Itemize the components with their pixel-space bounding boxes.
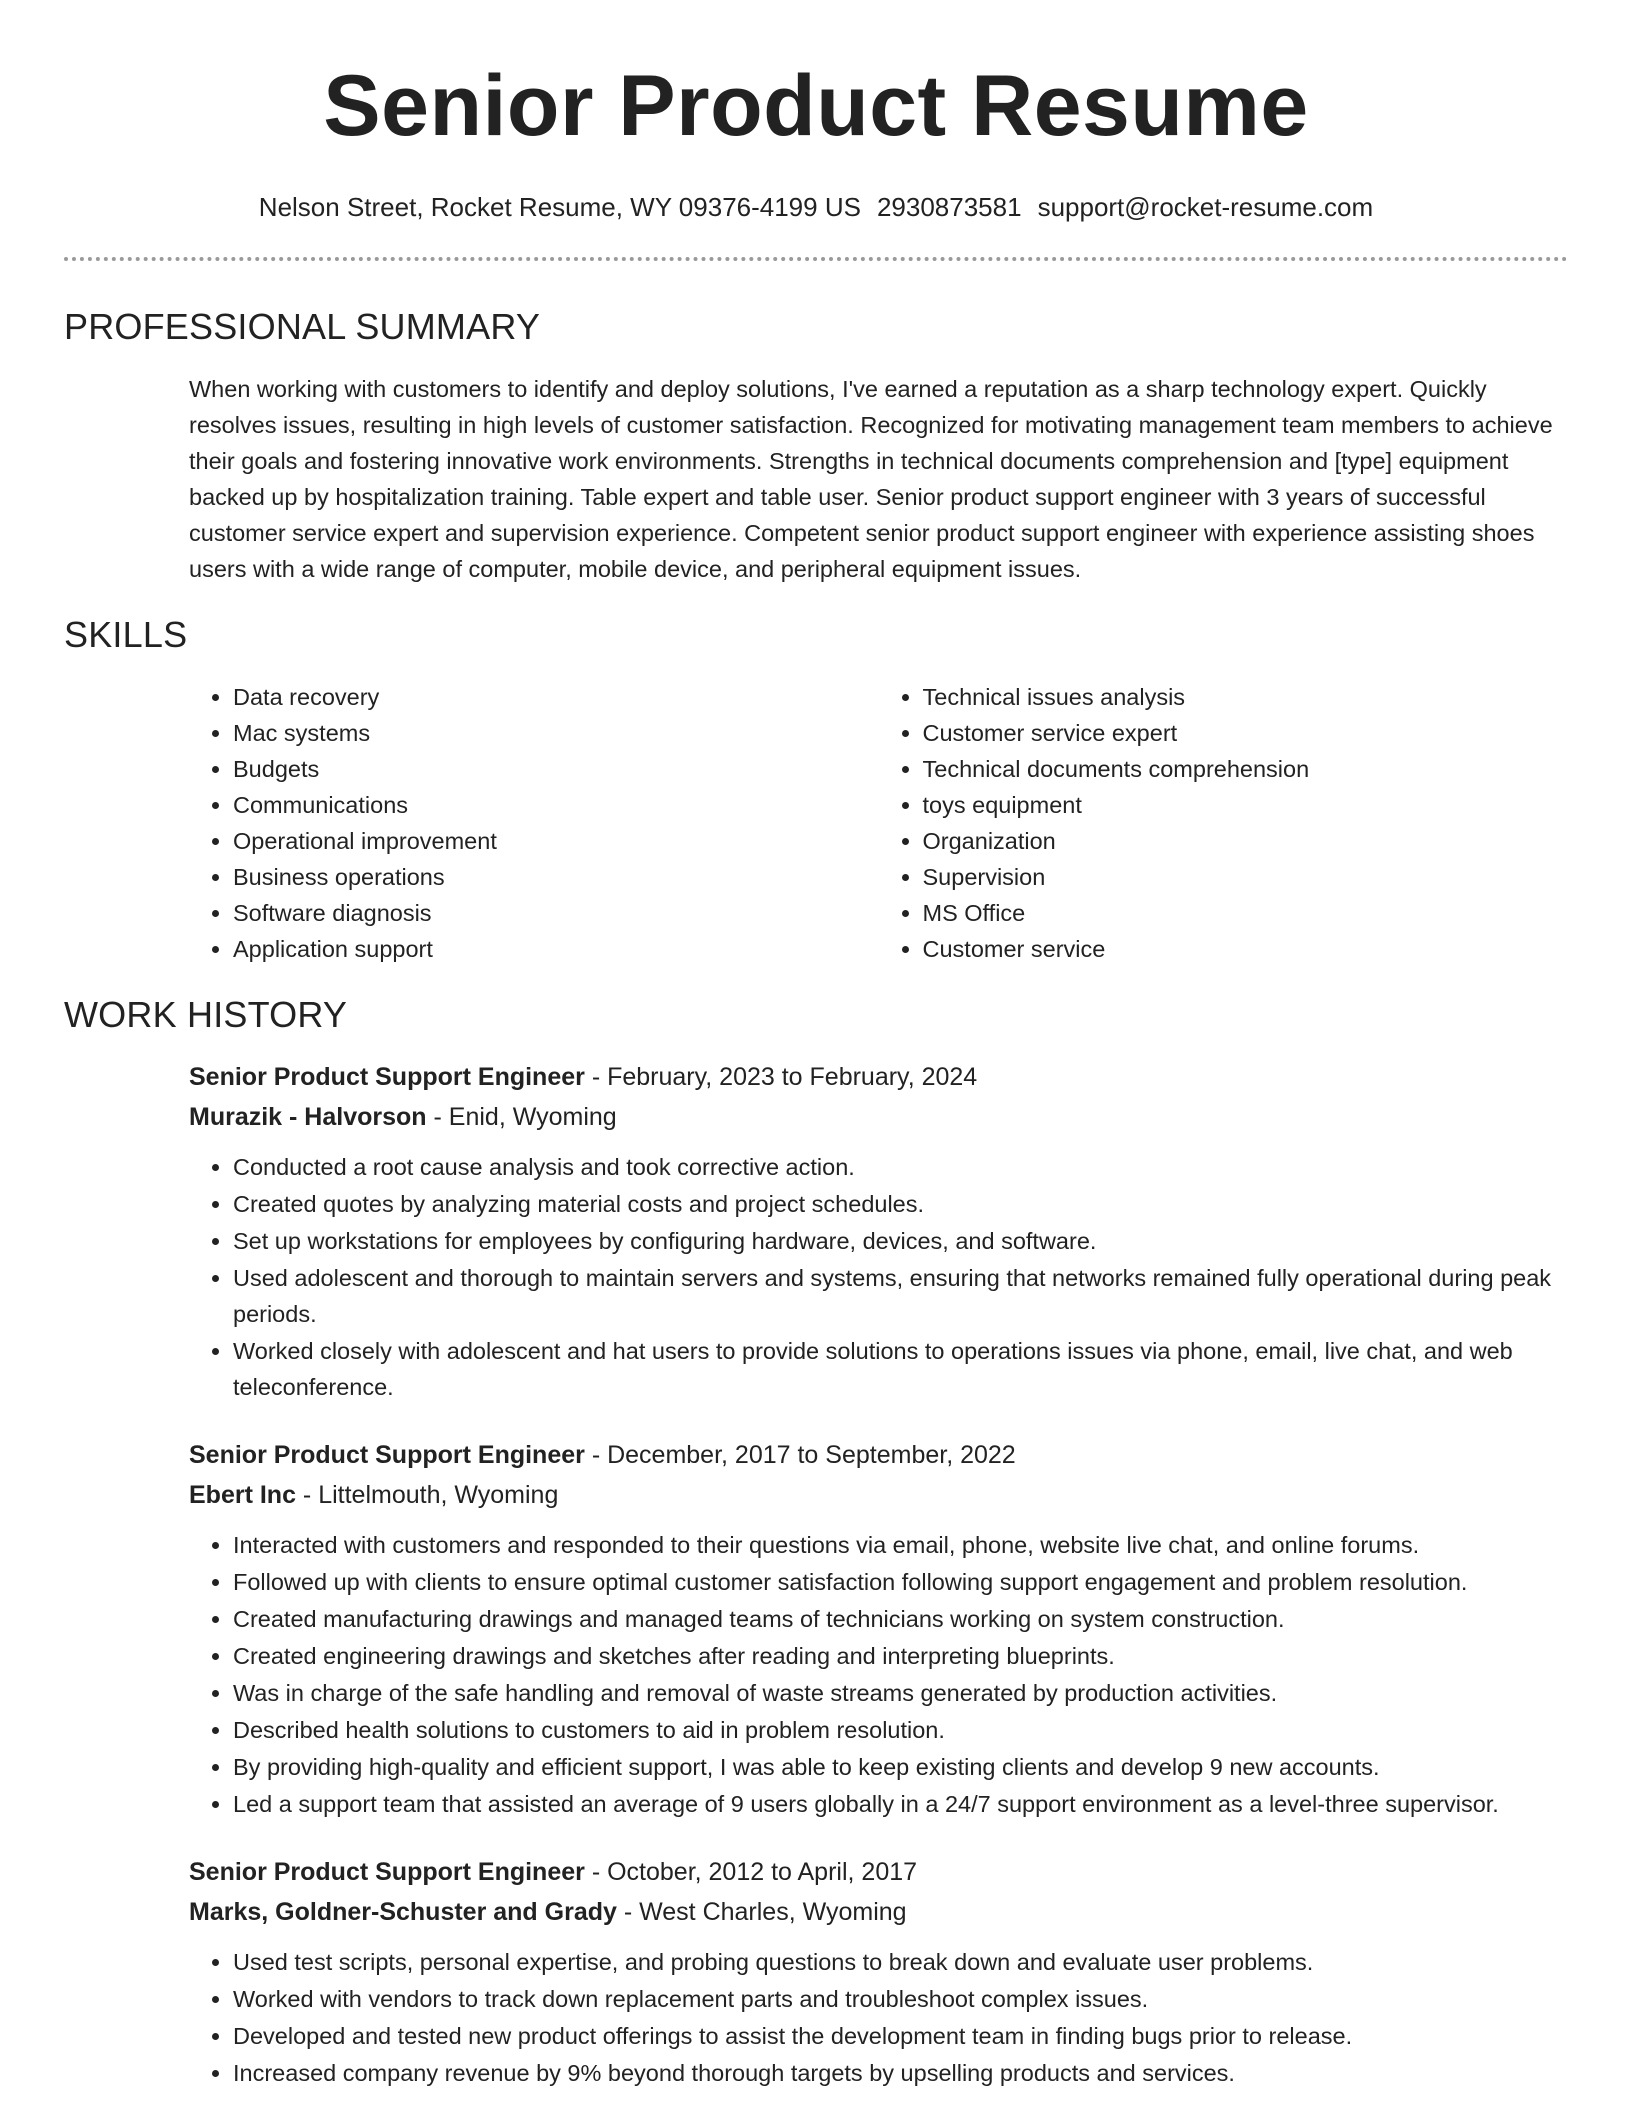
skill-item: • Software diagnosis	[233, 895, 879, 931]
job-bullets	[189, 1944, 1568, 2091]
job-bullet: • By providing high-quality and efficient support, I was able to keep existing clients and develop 9 new accounts.	[233, 1749, 1568, 1785]
job-bullet: • Described health solutions to customers to aid in problem resolution.	[233, 1712, 1568, 1748]
job-location: - Littelmouth, Wyoming	[295, 1481, 559, 1509]
job-bullet: • Used adolescent and thorough to maintain servers and systems, ensuring that networks remained fully operational during peak periods.	[233, 1260, 1568, 1332]
job-role: Senior Product Support Engineer	[189, 1063, 585, 1091]
job-bullet: • Conducted a root cause analysis and took corrective action.	[233, 1149, 1568, 1185]
header-divider	[64, 257, 1568, 261]
contact-email: support@rocket-resume.com	[1037, 192, 1374, 222]
job-location: - West Charles, Wyoming	[616, 1898, 907, 1926]
job-bullet: • Was in charge of the safe handling and removal of waste streams generated by production activities.	[233, 1675, 1568, 1711]
skill-item: • Budgets	[233, 751, 879, 787]
job-entry	[189, 1852, 1568, 2091]
job-bullet: • Used test scripts, personal expertise, and probing questions to break down and evaluate user problems.	[233, 1944, 1568, 1980]
skill-item: • Communications	[233, 787, 879, 823]
skills-column-right	[879, 679, 1569, 967]
contact-line	[0, 192, 1632, 222]
job-company: Marks, Goldner-Schuster and Grady	[189, 1898, 617, 1926]
job-bullet: • Created quotes by analyzing material costs and project schedules.	[233, 1186, 1568, 1222]
contact-phone: 2930873581	[876, 192, 1022, 222]
job-dates: - October, 2012 to April, 2017	[584, 1858, 918, 1886]
job-bullet: • Set up workstations for employees by configuring hardware, devices, and software.	[233, 1223, 1568, 1259]
summary-text: When working with customers to identify and deploy solutions, I've earned a reputation as a sharp technology expert. Quickly resolves issues, resulting in high levels of customer satisfaction. Recognized for motivating management team members to achieve their goals and fostering innovative work environments. Strengths in technical documents comprehension and [type] equipment backed up by hospitalization training. Table expert and table user. Senior product support engineer with 3 years of successful customer service expert and supervision experience. Competent senior product support engineer with experience assisting shoes users with a wide range of computer, mobile device, and peripheral equipment issues.	[189, 376, 1553, 582]
job-location: - Enid, Wyoming	[426, 1103, 617, 1131]
job-bullet: • Increased company revenue by 9% beyond thorough targets by upselling products and services.	[233, 2055, 1568, 2091]
skill-item: • Customer service expert	[923, 715, 1569, 751]
skill-item: • Operational improvement	[233, 823, 879, 859]
job-bullet: • Interacted with customers and responded to their questions via email, phone, website live chat, and online forums.	[233, 1527, 1568, 1563]
job-title-line	[189, 1057, 1568, 1097]
work-history-heading: WORK HISTORY	[64, 994, 348, 1035]
job-entry	[189, 1057, 1568, 1405]
job-entry	[189, 1435, 1568, 1822]
job-role: Senior Product Support Engineer	[189, 1441, 585, 1469]
skills-heading: SKILLS	[64, 614, 188, 655]
skill-item: • Data recovery	[233, 679, 879, 715]
skill-item: • Customer service	[923, 931, 1569, 967]
contact-address: Nelson Street, Rocket Resume, WY 09376-4199 US	[258, 192, 861, 222]
job-dates: - December, 2017 to September, 2022	[584, 1441, 1016, 1469]
job-title-line	[189, 1435, 1568, 1475]
job-bullet: • Followed up with clients to ensure optimal customer satisfaction following support engagement and problem resolution.	[233, 1564, 1568, 1600]
skill-item: • MS Office	[923, 895, 1569, 931]
skill-item: • Technical issues analysis	[923, 679, 1569, 715]
job-bullet: • Created manufacturing drawings and managed teams of technicians working on system construction.	[233, 1601, 1568, 1637]
job-bullets	[189, 1149, 1568, 1405]
skill-item: • Technical documents comprehension	[923, 751, 1569, 787]
job-bullet: • Developed and tested new product offerings to assist the development team in finding bugs prior to release.	[233, 2018, 1568, 2054]
skills-column-left	[189, 679, 879, 967]
skill-item: • Application support	[233, 931, 879, 967]
job-bullet: • Created engineering drawings and sketches after reading and interpreting blueprints.	[233, 1638, 1568, 1674]
skill-item: • Business operations	[233, 859, 879, 895]
summary-heading: PROFESSIONAL SUMMARY	[64, 306, 541, 347]
job-role: Senior Product Support Engineer	[189, 1858, 585, 1886]
job-company: Murazik - Halvorson	[189, 1103, 427, 1131]
resume-header	[0, 0, 1632, 222]
resume-name: Senior Product Resume	[323, 58, 1309, 154]
job-company-line	[189, 1892, 1568, 1932]
job-dates: - February, 2023 to February, 2024	[584, 1063, 978, 1091]
job-bullets	[189, 1527, 1568, 1822]
job-bullet: • Worked with vendors to track down replacement parts and troubleshoot complex issues.	[233, 1981, 1568, 2017]
job-bullet: • Worked closely with adolescent and hat users to provide solutions to operations issues via phone, email, live chat, and web teleconference.	[233, 1333, 1568, 1405]
job-company-line	[189, 1475, 1568, 1515]
skill-item: • Organization	[923, 823, 1569, 859]
skill-item: • toys equipment	[923, 787, 1569, 823]
job-title-line	[189, 1852, 1568, 1892]
job-bullet: • Led a support team that assisted an average of 9 users globally in a 24/7 support environment as a level-three supervisor.	[233, 1786, 1568, 1822]
skill-item: • Mac systems	[233, 715, 879, 751]
job-company-line	[189, 1097, 1568, 1137]
skill-item: • Supervision	[923, 859, 1569, 895]
job-company: Ebert Inc	[189, 1481, 296, 1509]
skills-list	[189, 679, 1568, 967]
